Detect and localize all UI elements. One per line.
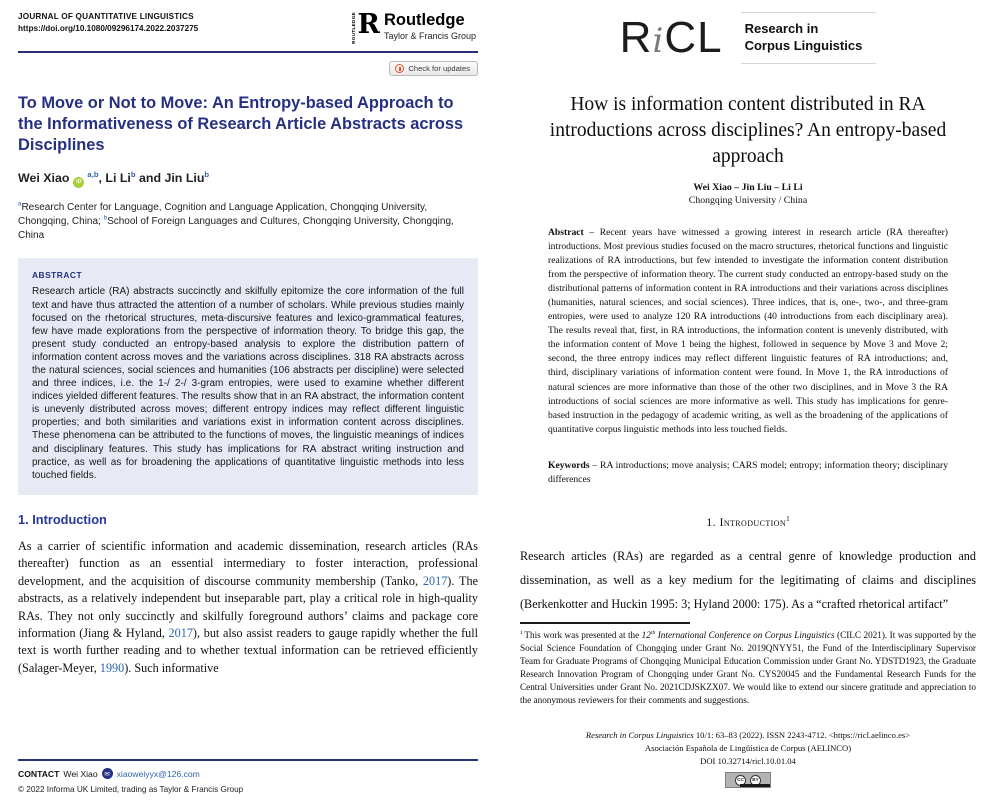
left-page-header: [18, 0, 478, 44]
crossmark-icon: [395, 64, 404, 73]
journal-name: JOURNAL OF QUANTITATIVE LINGUISTICS: [18, 12, 194, 21]
affiliation: Chongqing University / China: [688, 194, 808, 206]
article-title: To Move or Not to Move: An Entropy-based Approach to the Informativeness of Research Article Abstracts across Disciplines: [18, 94, 464, 155]
routledge-wordmark: Routledge Taylor & Francis Group: [383, 11, 476, 41]
abstract-text: Research article (RA) abstracts succinctly and skilfully epitomize the core information of the full text and have thus attracted the attention of a number of scholars. While previous studies mainly focused on the rhetorical structures, meta-discursive features and lexico-grammatical features, few have made explorations from the perspective of information theory. To bridge this gap, the present study conducted an entropy-based analysis to explore the distribution pattern of information content across moves and the variations across disciplines. 318 RA abstracts across the natural sciences, social sciences and humanities (106 abstracts per discipline) were selected and three indices, i.e. the 1-/ 2-/ 3-gram entropies, were used to examine whether different indices yielded different features. The results show that in an RA abstract, the information content is unevenly distributed across moves; different entropy indices may reflect different linguistic properties; and both similarities and variations exist in information content across disciplines. These phenomena can be attributed to the functions of moves, the linguistic meanings of indices and disciplinary features. This study has implications for RA abstract writing instruction and practice, as well as for broadening the applications of quantitative linguistic methods into less touched fields.: [32, 286, 464, 481]
authors-rest: $^{a,b}$, Li Li$^b$ and Jin Liu$^b$: [87, 169, 210, 185]
authors-line: [18, 171, 478, 188]
routledge-logo: [351, 9, 476, 44]
keywords: [548, 459, 948, 487]
footnote-text: $^1$ This work was presented at the 12th International Conference on Corpus Linguistics (CILC 2021). It was supported by the Social Science Foundation of Chongqing under Grant No. 2019QNYY51, the Fund of the Interdisciplinary Supervisor Team for Graduate Programs of Chongqing Municipal Education Commission under Grant No. YDSTD1923, the Graduate Research Innovation Program of Chongqing under Grant No. CYS20045 and the Fundamental Research Funds for the Central Universities under Grant No. 2021CDJSKZX07. We would like to extend our sincere gratitude and appreciation to the anonymous reviewers for their comments and suggestions.: [520, 630, 977, 705]
journal-title-box: Research in Corpus Linguistics: [741, 12, 877, 64]
ricl-header: [520, 12, 976, 64]
routledge-mark-icon: ROUTLEDGE R: [351, 9, 380, 44]
journal-meta: [18, 12, 198, 33]
check-for-updates-button[interactable]: [389, 61, 478, 76]
authors-line: Wei Xiao – Jin Liu – Li Li: [693, 181, 803, 193]
doi-link[interactable]: https://doi.org/10.1080/09296174.2022.2037275: [18, 24, 199, 33]
abstract-text: – Recent years have witnessed a growing interest in research article (RA thereafter) introductions. Most previous studies focused on the macro structures, rhetorical functions and linguistic realizations of RA introductions, but few intended to investigate the information content distribution from the perspective of information theory. The current study conducted an entropy-based study on the distributional patterns of information content in RA introductions and their variations across disciplines (humanities, natural sciences, and social sciences). Three indices, that is, one-, two-, and three-gram entropies, were used to analyze 120 RA introductions (40 introductions from each disciplinary area). The results reveal that, first, in RA introductions, the information content is unevenly distributed, with the information content of Move 1 being the highest, followed in sequence by Move 3 and Move 2; second, the three entropy indices may reflect different linguistic features of RA introductions; and, third, disciplinary variations of information content were found. In Move 1, the RA introductions of natural sciences are more informative than those of the other two disciplines, and in Move 3 the RA introductions of social sciences are more informative as well. This study has implications for genre-based instruction in the pedagogy of academic writing, as well as the broadening of the applications of quantitative corpus linguistic methods into less touched fields.: [548, 226, 948, 435]
left-page-footer: [18, 759, 478, 794]
footnote-divider: [520, 622, 690, 624]
keywords-text: – RA introductions; move analysis; CARS model; entropy; information theory; disciplinary differences: [548, 459, 948, 486]
keywords-label: Keywords: [548, 459, 590, 471]
by-icon: BY: [750, 775, 761, 786]
footnote-mark[interactable]: 1: [786, 514, 790, 524]
copyright-line: © 2022 Informa UK Limited, trading as Taylor & Francis Group: [18, 785, 244, 794]
contact-email-link[interactable]: xiaoweiyyx@126.com: [116, 768, 200, 779]
citation-line: Research in Corpus Linguistics 10/1: 63–83 (2022). ISSN 2243-4712. <https://ricl.aelinco.es>: [585, 730, 911, 741]
right-paper-page: [498, 0, 996, 804]
intro-paragraph: Research articles (RAs) are regarded as a central genre of knowledge production and dissemination, as well as a key medium for the legitimating of claims and disciplines (Berkenkotter and Huckin 1995: 3; Hyland 2000: 175). As a “crafted rhetorical artifact”: [520, 549, 976, 612]
cc-by-license-icon[interactable]: [725, 772, 771, 788]
check-updates-label: Check for updates: [408, 64, 470, 74]
author-name: Wei Xiao: [18, 170, 70, 185]
ricl-logo: RiCL: [619, 12, 723, 62]
abstract-box: [18, 258, 478, 494]
doi-line: DOI 10.32714/ricl.10.01.04: [700, 756, 796, 767]
association-line: Asociación Española de Lingüística de Corpus (AELINCO): [644, 743, 852, 754]
affiliations: $^a$Research Center for Language, Cognition and Language Application, Chongqing University, Chongqing, China; $^b$School of Foreign Languages and Cultures, Chongqing University, Chongqing, China: [18, 200, 454, 242]
abstract: [548, 226, 948, 437]
footnote: [520, 622, 976, 706]
orcid-icon[interactable]: iD: [73, 177, 84, 188]
cc-icon: CC: [735, 775, 746, 786]
abstract-label: Abstract: [548, 226, 584, 238]
abstract-label: ABSTRACT: [32, 270, 83, 281]
article-title: How is information content distributed in RA introductions across disciplines? An entropy-based approach: [549, 93, 947, 167]
email-icon: ✉: [102, 768, 113, 779]
contact-label: CONTACT: [18, 768, 60, 779]
header-divider: [18, 51, 478, 54]
section-heading-introduction: 1. Introduction$^1$: [706, 514, 790, 530]
section-heading-introduction: 1. Introduction: [18, 511, 107, 527]
journal-footer: [520, 729, 976, 788]
footer-divider: [18, 759, 478, 761]
contact-name: Wei Xiao: [63, 768, 98, 779]
intro-paragraph: As a carrier of scientific information and academic dissemination, research articles (RAs thereafter) function as an essential intermediary to foster interaction, professional development, and the acquisition of discourse community membership (Tanko, 2017). The abstracts, as a relatively independent but inseparable part, play a critical role in high-quality RAs. They not only succinctly and skilfully foreground authors’ claims and package core information (Jiang & Hyland, 2017), but also assist readers to gauge rapidly whether the full text is worth further reading and to whether textual information can be retrieved efficiently (Salager-Meyer, 1990). Such informative: [18, 538, 479, 675]
